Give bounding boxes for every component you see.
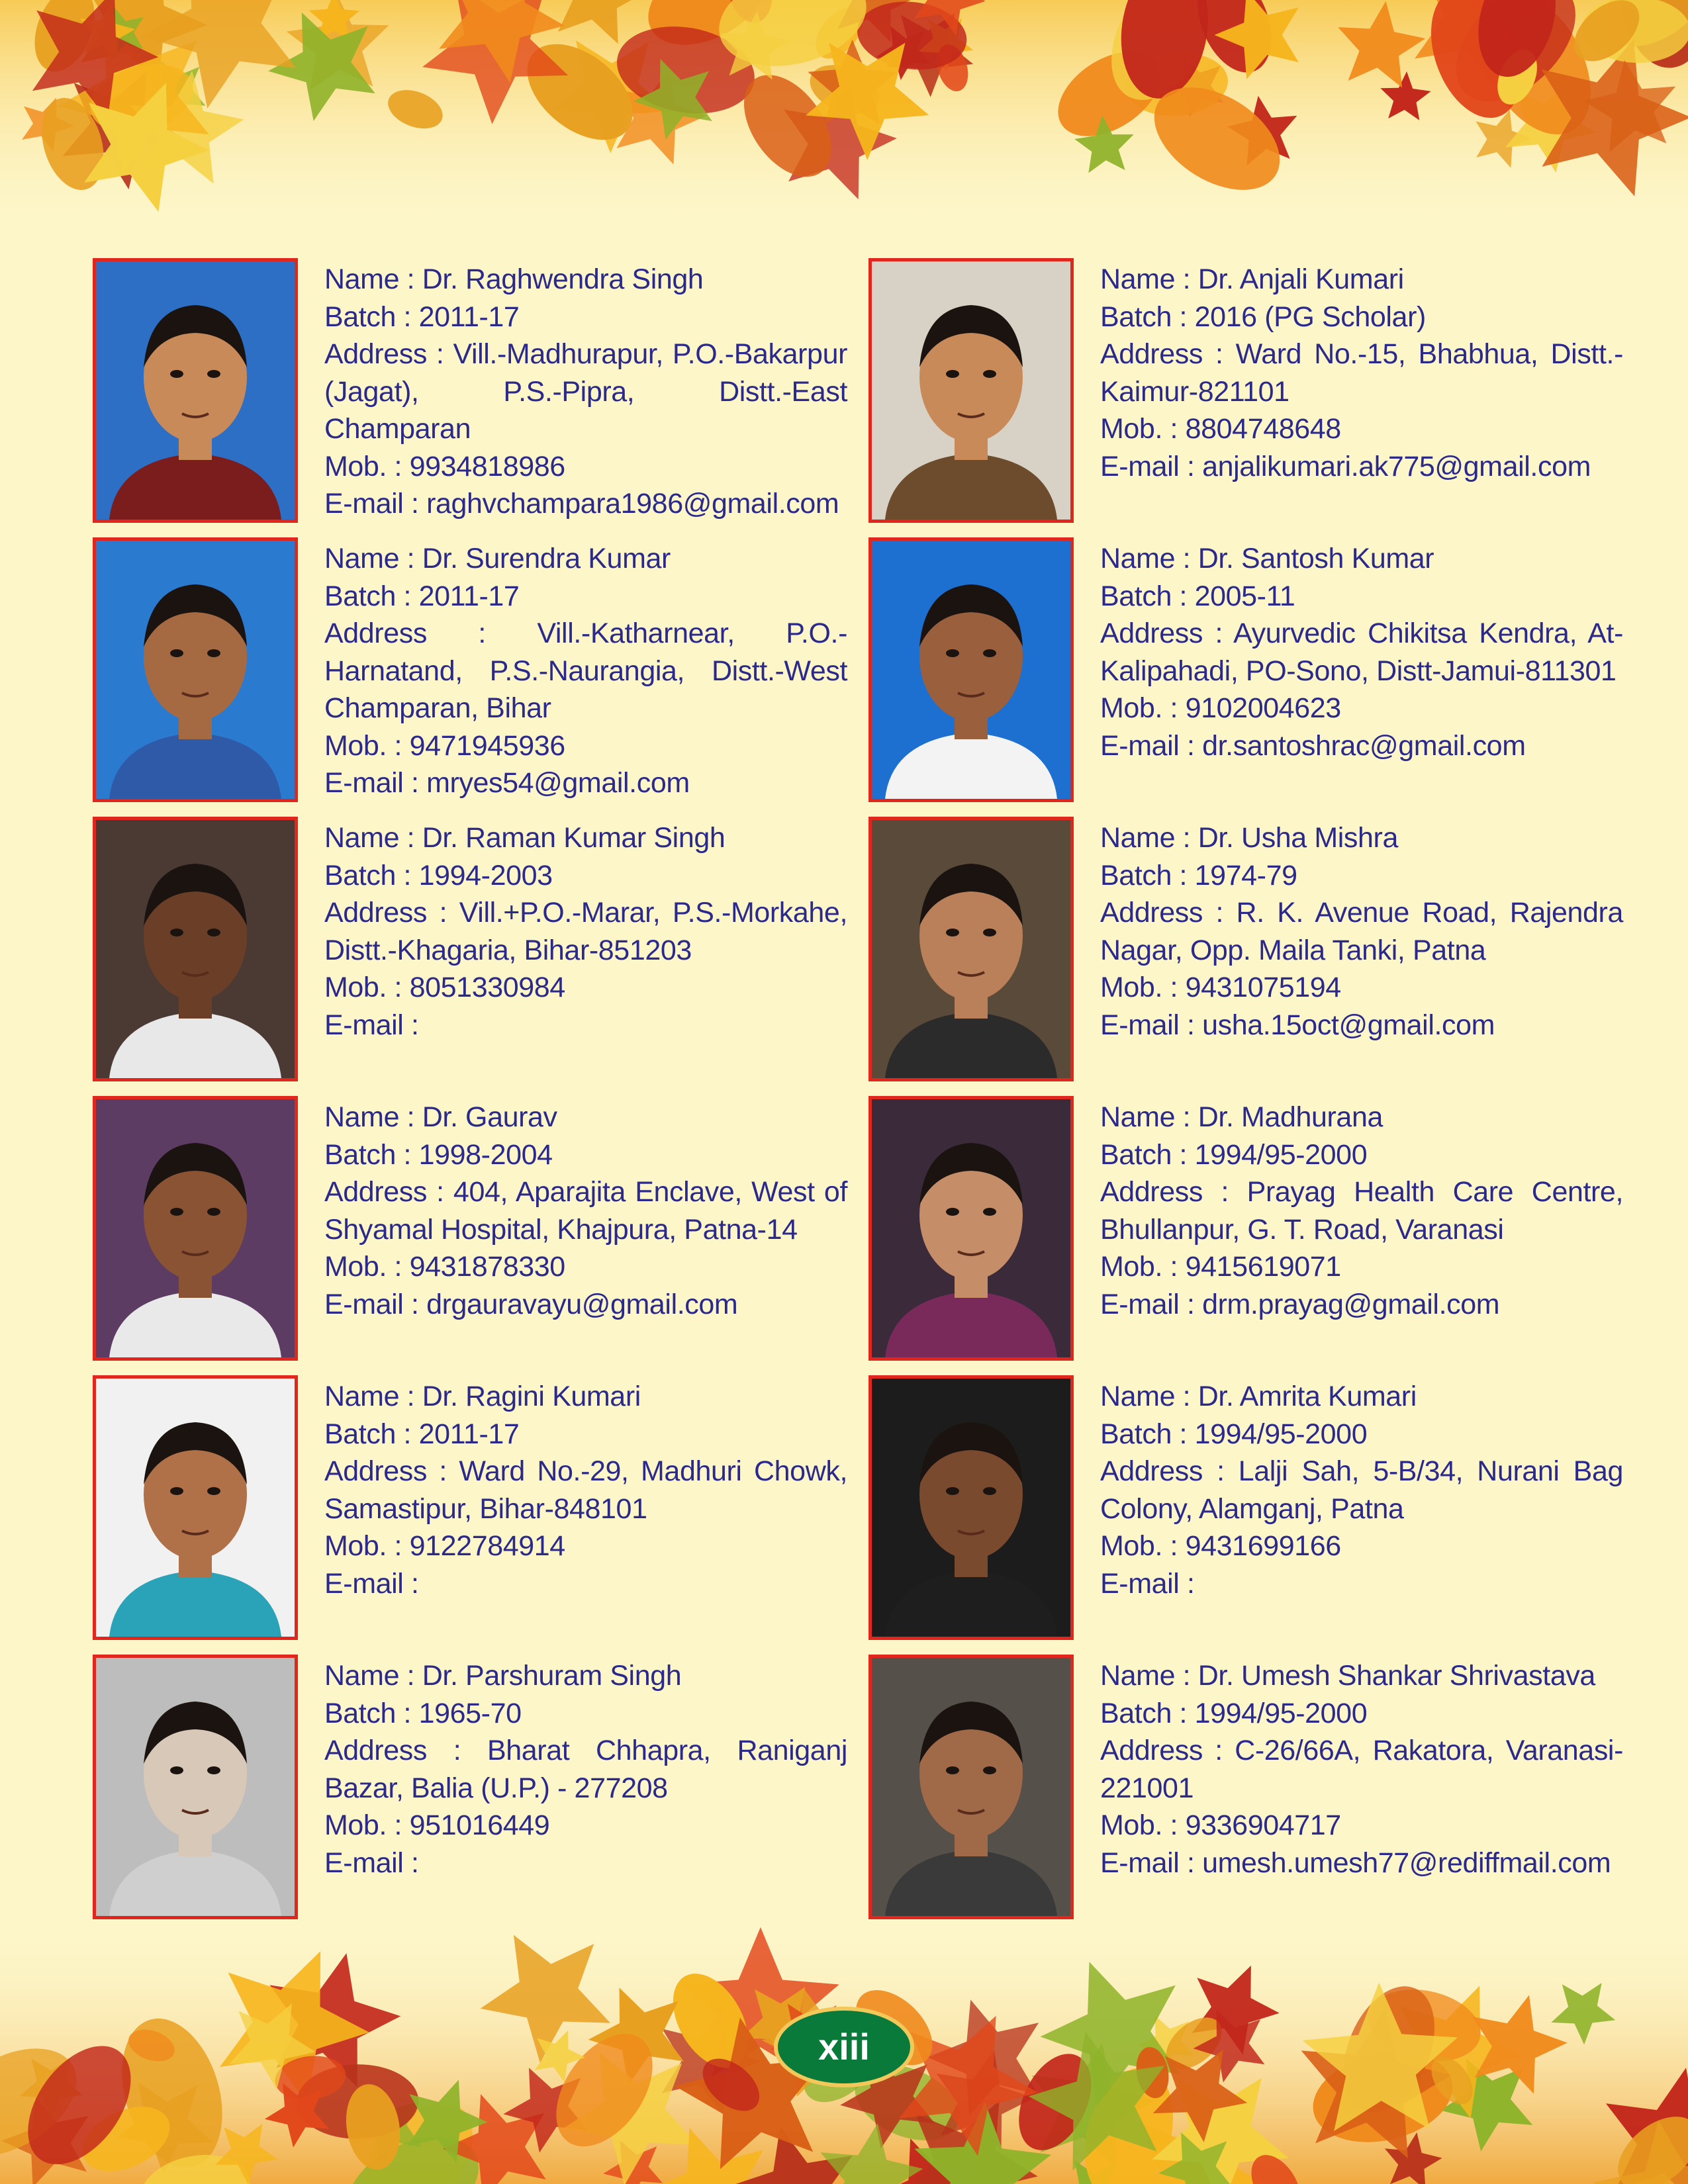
alumni-address: Address : Vill.-Madhurapur, P.O.-Bakarpur (Jagat), P.S.-Pipra, Distt.-East Champaran [324, 338, 847, 445]
alumni-address: Address : Prayag Health Care Centre, Bhullanpur, G. T. Road, Varanasi [1100, 1176, 1623, 1246]
alumni-email: E-mail : drgauravayu@gmail.com [324, 1288, 738, 1320]
alumni-name: Name : Dr. Madhurana [1100, 1101, 1383, 1133]
alumni-details [324, 1099, 847, 1323]
portrait-photo [93, 1655, 298, 1919]
alumni-batch: Batch : 1965-70 [324, 1697, 522, 1729]
alumni-batch: Batch : 2011-17 [324, 580, 520, 612]
alumni-name: Name : Dr. Gaurav [324, 1101, 557, 1133]
alumni-batch: Batch : 1994/95-2000 [1100, 1138, 1368, 1171]
alumni-entry [868, 817, 1630, 1085]
alumni-details [324, 540, 847, 802]
alumni-details [1100, 1099, 1623, 1323]
alumni-details [1100, 540, 1623, 764]
portrait-photo [93, 258, 298, 523]
portrait-photo [93, 537, 298, 802]
alumni-entry [868, 537, 1630, 806]
alumni-batch: Batch : 1994/95-2000 [1100, 1697, 1368, 1729]
alumni-name: Name : Dr. Santosh Kumar [1100, 543, 1434, 574]
alumni-mobile: Mob. : 9415619071 [1100, 1251, 1341, 1283]
alumni-batch: Batch : 2005-11 [1100, 580, 1295, 612]
alumni-entry [93, 1655, 854, 1923]
portrait-photo [868, 1096, 1074, 1361]
portrait-photo [868, 537, 1074, 802]
alumni-details [324, 819, 847, 1044]
alumni-email: E-mail : mryes54@gmail.com [324, 767, 690, 799]
alumni-email: E-mail : [324, 1009, 419, 1041]
alumni-mobile: Mob. : 9102004623 [1100, 692, 1341, 724]
alumni-mobile: Mob. : 9934818986 [324, 450, 565, 482]
portrait-photo [868, 1375, 1074, 1640]
portrait-photo [93, 1096, 298, 1361]
alumni-mobile: Mob. : 9431878330 [324, 1251, 565, 1283]
alumni-batch: Batch : 1994-2003 [324, 859, 553, 891]
alumni-email: E-mail : [1100, 1567, 1195, 1600]
alumni-details [1100, 1657, 1623, 1882]
alumni-batch: Batch : 2011-17 [324, 300, 520, 333]
alumni-email: E-mail : drm.prayag@gmail.com [1100, 1288, 1500, 1320]
alumni-address: Address : C-26/66A, Rakatora, Varanasi-221001 [1100, 1735, 1623, 1804]
alumni-mobile: Mob. : 9431699166 [1100, 1530, 1341, 1562]
alumni-email: E-mail : [324, 1567, 419, 1600]
alumni-batch: Batch : 2011-17 [324, 1418, 520, 1450]
alumni-name: Name : Dr. Anjali Kumari [1100, 263, 1404, 295]
alumni-address: Address : Vill.-Katharnear, P.O.-Harnatand, P.S.-Naurangia, Distt.-West Champaran, Bihar [324, 617, 847, 724]
alumni-mobile: Mob. : 9471945936 [324, 729, 565, 762]
alumni-entry [93, 537, 854, 806]
alumni-batch: Batch : 1974-79 [1100, 859, 1297, 891]
alumni-email: E-mail : raghvchampara1986@gmail.com [324, 488, 839, 520]
alumni-name: Name : Dr. Usha Mishra [1100, 822, 1398, 854]
alumni-entry [93, 258, 854, 527]
portrait-photo [868, 258, 1074, 523]
alumni-address: Address : Vill.+P.O.-Marar, P.S.-Morkahe, Distt.-Khagaria, Bihar-851203 [324, 897, 847, 966]
alumni-name: Name : Dr. Raman Kumar Singh [324, 822, 726, 854]
alumni-name: Name : Dr. Raghwendra Singh [324, 263, 704, 295]
alumni-batch: Batch : 2016 (PG Scholar) [1100, 300, 1426, 333]
alumni-mobile: Mob. : 9431075194 [1100, 972, 1341, 1003]
alumni-details [1100, 819, 1623, 1044]
alumni-address: Address : Bharat Chhapra, Raniganj Bazar, Balia (U.P.) - 277208 [324, 1735, 847, 1804]
alumni-mobile: Mob. : 9336904717 [1100, 1809, 1341, 1841]
alumni-details [324, 261, 847, 523]
alumni-email: E-mail : [324, 1846, 419, 1879]
alumni-entry [868, 1655, 1630, 1923]
alumni-email: E-mail : usha.15oct@gmail.com [1100, 1009, 1495, 1041]
alumni-details [1100, 261, 1623, 485]
alumni-name: Name : Dr. Amrita Kumari [1100, 1381, 1417, 1412]
alumni-mobile: Mob. : 8051330984 [324, 972, 565, 1003]
alumni-email: E-mail : dr.santoshrac@gmail.com [1100, 729, 1526, 762]
alumni-name: Name : Dr. Ragini Kumari [324, 1381, 641, 1412]
portrait-photo [93, 1375, 298, 1640]
alumni-details [324, 1657, 847, 1882]
alumni-batch: Batch : 1994/95-2000 [1100, 1418, 1368, 1450]
alumni-entry [93, 817, 854, 1085]
alumni-entry [93, 1375, 854, 1644]
alumni-mobile: Mob. : 8804748648 [1100, 413, 1341, 445]
alumni-address: Address : 404, Aparajita Enclave, West of Shyamal Hospital, Khajpura, Patna-14 [324, 1176, 847, 1246]
page-number-badge: xiii [778, 2011, 910, 2083]
portrait-photo [868, 1655, 1074, 1919]
alumni-entry [868, 1096, 1630, 1365]
alumni-details [324, 1378, 847, 1602]
alumni-mobile: Mob. : 9122784914 [324, 1530, 565, 1562]
alumni-address: Address : R. K. Avenue Road, Rajendra Nagar, Opp. Maila Tanki, Patna [1100, 897, 1623, 966]
alumni-address: Address : Ward No.-29, Madhuri Chowk, Samastipur, Bihar-848101 [324, 1455, 847, 1525]
portrait-photo [868, 817, 1074, 1081]
alumni-entry [868, 1375, 1630, 1644]
alumni-batch: Batch : 1998-2004 [324, 1138, 553, 1171]
alumni-entry [868, 258, 1630, 527]
portrait-photo [93, 817, 298, 1081]
alumni-email: E-mail : umesh.umesh77@rediffmail.com [1100, 1846, 1611, 1879]
alumni-address: Address : Ayurvedic Chikitsa Kendra, At-Kalipahadi, PO-Sono, Distt-Jamui-811301 [1100, 617, 1623, 687]
alumni-address: Address : Ward No.-15, Bhabhua, Distt.-Kaimur-821101 [1100, 338, 1623, 408]
alumni-name: Name : Dr. Surendra Kumar [324, 543, 671, 574]
alumni-name: Name : Dr. Umesh Shankar Shrivastava [1100, 1660, 1595, 1692]
alumni-email: E-mail : anjalikumari.ak775@gmail.com [1100, 450, 1591, 482]
alumni-name: Name : Dr. Parshuram Singh [324, 1660, 682, 1692]
alumni-mobile: Mob. : 951016449 [324, 1809, 550, 1841]
alumni-entry [93, 1096, 854, 1365]
alumni-address: Address : Lalji Sah, 5-B/34, Nurani Bag Colony, Alamganj, Patna [1100, 1455, 1623, 1525]
alumni-details [1100, 1378, 1623, 1602]
